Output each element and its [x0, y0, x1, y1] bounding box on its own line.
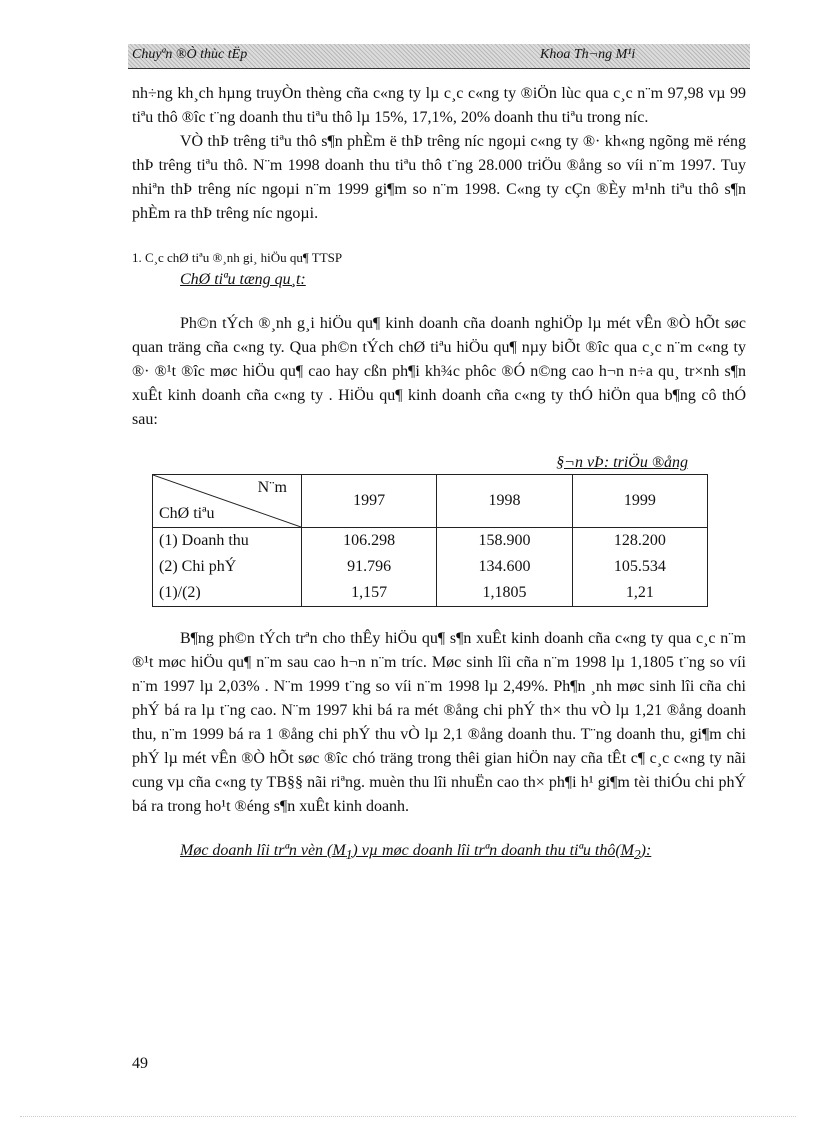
- paragraph-4: B¶ng ph©n tÝch trªn cho thÊy hiÖu qu¶ s¶n xuÊt kinh doanh cña c«ng ty qua c¸c n¨m ®¹t møc hiÖu qu¶ n¨m sau cao h¬n n¨m tríc. Møc sinh lîi cña n¨m 1998 lµ 1,1805 t¨ng so víi n¨m 1997 lµ 2,03% . N¨m 1999 t¨ng so víi n¨m 1998 lµ 2,49%. Ph¶n ¸nh møc sinh lîi cña chi phÝ bá ra lµ t¨ng cao. N¨m 1997 khi bá ra mét ®ång chi phÝ th× thu vÒ lµ 1,21 ®ång doanh thu, n¨m 1999 bá ra 1 ®ång chi phÝ thu vÒ lµ 2,1 ®ång doanh thu. T¨ng doanh thu, gi¶m chi phÝ lµ mét vÊn ®Ò hÕt søc ®îc chó träng trong thêi gian hiÖn nay cña tÊt c¶ c¸c c«ng ty nãi cung vµ cña c«ng ty TB§§ nãi riªng. muèn thu lîi nhuËn cao th× ph¶i h¹ gi¶m tèi thiÓu chi phÝ bá ra trong ho¹t ®éng s¶n xuÊt kinh doanh.: [132, 630, 746, 815]
- final-heading-part: Møc doanh lîi trªn vèn (M: [180, 842, 346, 859]
- row-label: (2) Chi phÝ: [153, 554, 302, 580]
- row-label: (1) Doanh thu: [153, 528, 302, 555]
- table-cell: 134.600: [437, 554, 572, 580]
- table-cell: 1,1805: [437, 580, 572, 607]
- page-header: [128, 44, 750, 69]
- table-row: [153, 554, 708, 580]
- year-header: 1998: [437, 475, 572, 528]
- header-left-title: Chuyªn ®Ò thùc tËp: [132, 47, 248, 62]
- table-cell: 105.534: [572, 554, 707, 580]
- paragraph-1: nh÷ng kh¸ch hµng truyÒn thèng cña c«ng ty lµ c¸c c«ng ty ®iÖn lùc qua c¸c n¨m 97,98 vµ 99 tiªu thô ®îc t¨ng doanh thu tiªu thô lµ 15%, 17,1%, 20% doanh thu tiªu trong níc.: [132, 85, 746, 126]
- paragraph-3: Ph©n tÝch ®¸nh g¸i hiÖu qu¶ kinh doanh cña doanh nghiÖp lµ mét vÊn ®Ò hÕt søc quan träng cña c«ng ty. Qua ph©n tÝch chØ tiªu hiÖu qu¶ nµy biÕt ®îc qua c¸c n¨m c«ng ty ®· ®¹t ®îc møc hiÖu qu¶ cao hay cßn ph¶i kh¾c phôc ®Ó n©ng cao h¬n n÷a qu¸ tr×nh s¶n xuÊt kinh doanh cña c«ng ty . HiÖu qu¶ kinh doanh cña c«ng ty thÓ hiÖn qua b¶ng cô thÓ sau:: [132, 315, 746, 428]
- table-cell: 128.200: [572, 528, 707, 555]
- corner-indicator-label: ChØ tiªu: [159, 505, 215, 522]
- year-header: 1999: [572, 475, 707, 528]
- header-right-title: Khoa Th¬ng M¹i: [540, 47, 636, 62]
- subscript-2: 2: [633, 847, 641, 863]
- section-heading: 1. C¸c chØ tiªu ®¸nh gi¸ hiÖu qu¶ TTSP: [132, 250, 343, 265]
- year-header: 1997: [302, 475, 437, 528]
- corner-year-label: N¨m: [257, 479, 287, 496]
- page-content: [132, 82, 746, 867]
- table-unit-label: §¬n vÞ: triÖu ®ång: [556, 454, 688, 471]
- table-cell: 1,21: [572, 580, 707, 607]
- final-heading: [132, 839, 746, 867]
- paragraph-2: VÒ thÞ trêng tiªu thô s¶n phÈm ë thÞ trêng níc ngoµi c«ng ty ®· kh«ng ngõng më réng thÞ trêng tiªu thô. N¨m 1998 doanh thu tiªu thô t¨ng 28.000 triÖu ®ång so víi n¨m 1997. Tuy nhiªn thÞ trêng níc ngoµi n¨m 1999 gi¶m so n¨m 1998. C«ng ty cÇn ®Èy m¹nh tiªu thô s¶n phÈm ra thÞ trêng níc ngoµi.: [132, 133, 746, 222]
- row-label: (1)/(2): [153, 580, 302, 607]
- table-cell: 106.298: [302, 528, 437, 555]
- table-cell: 91.796: [302, 554, 437, 580]
- sub-heading: ChØ tiªu tæng qu¸t:: [180, 271, 306, 288]
- table-cell: 1,157: [302, 580, 437, 607]
- table-cell: 158.900: [437, 528, 572, 555]
- subscript-1: 1: [345, 847, 353, 863]
- page-number: 49: [132, 1055, 148, 1072]
- table-row: [153, 580, 708, 607]
- table-corner-cell: [153, 475, 302, 528]
- table-header-row: [153, 475, 708, 528]
- efficiency-table: [152, 474, 708, 607]
- final-heading-part: ):: [640, 842, 652, 859]
- final-heading-part: ) vµ møc doanh lîi trªn doanh thu tiªu thô(M: [352, 842, 634, 859]
- table-row: [153, 528, 708, 555]
- bottom-divider: [20, 1116, 796, 1117]
